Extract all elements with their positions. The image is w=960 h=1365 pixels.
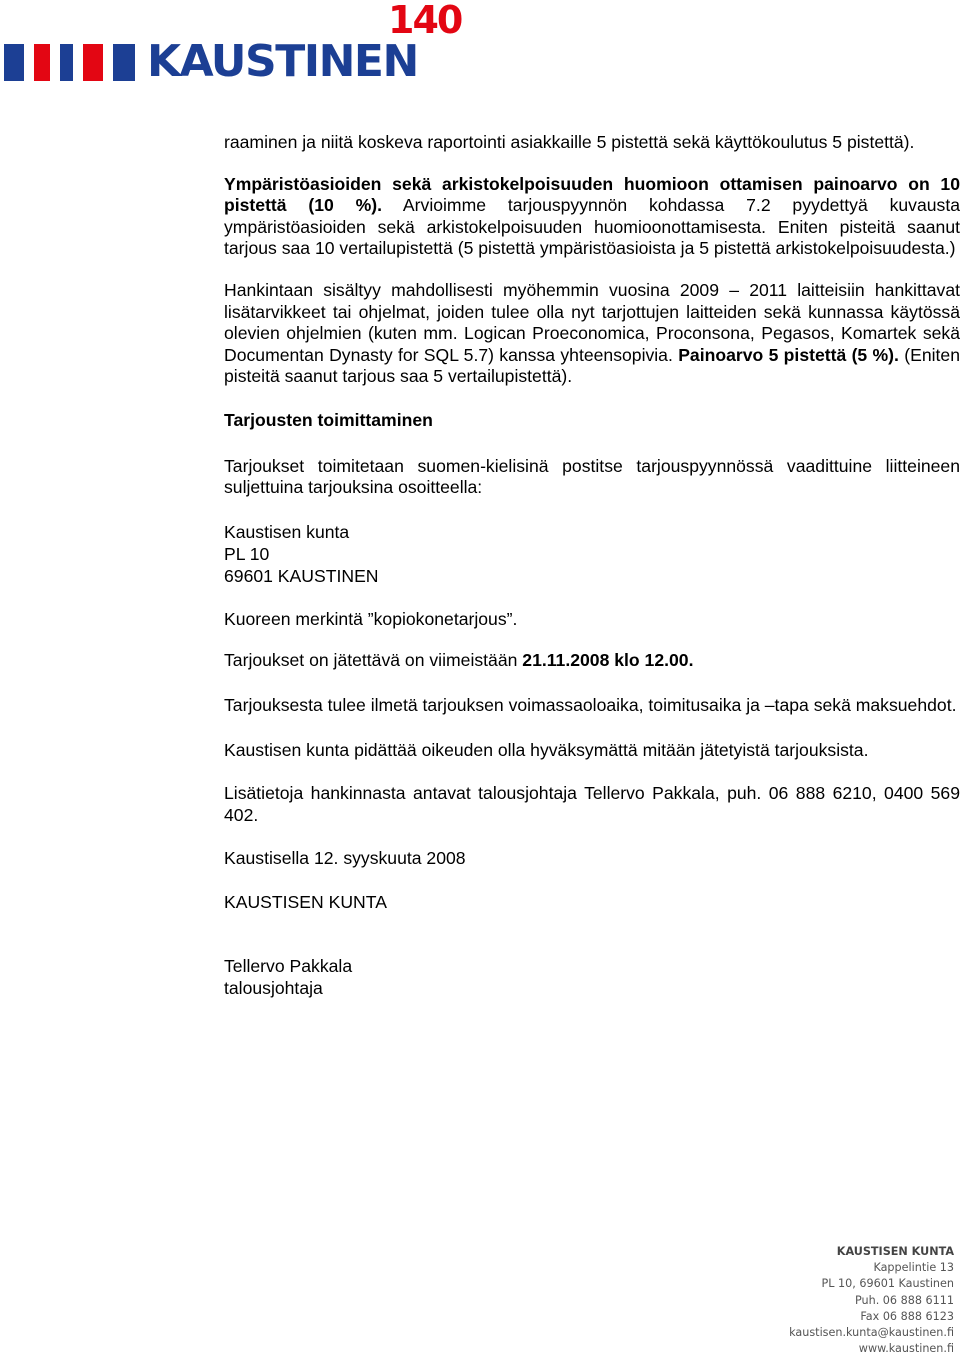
paragraph-date-place: Kaustisella 12. syyskuuta 2008 <box>224 848 466 869</box>
kaustinen-140-logo <box>0 0 480 90</box>
section-heading-delivery: Tarjousten toimittaminen <box>224 409 433 430</box>
compatibility-note: (Eniten pisteitä saanut tarjous saa 5 vertailupistettä). <box>224 344 960 387</box>
address-line-name: Kaustisen kunta <box>224 521 350 542</box>
paragraph-environment-criteria <box>224 174 960 260</box>
environment-weight-bold: Ympäristöasioiden sekä arkistokelpoisuuden huomioon ottamisen painoarvo on 10 pistettä (10 %). <box>224 173 960 216</box>
document-body <box>224 132 960 1000</box>
logo-stripe-red <box>83 44 103 81</box>
logo-anniversary-number: 140 <box>388 0 462 42</box>
paragraph-offer-requirements: Tarjouksesta tulee ilmetä tarjouksen voimassaoloaika, toimitusaika ja –tapa sekä maksuehdot. <box>224 694 957 715</box>
address-line-pobox: PL 10 <box>224 543 270 564</box>
footer-organization-name: KAUSTISEN KUNTA <box>836 1245 954 1258</box>
footer-fax: Fax 06 888 6123 <box>860 1309 954 1323</box>
footer-contact-block <box>754 1244 954 1357</box>
signature-block <box>224 956 960 999</box>
paragraph-organization: KAUSTISEN KUNTA <box>224 891 387 912</box>
deadline-text: Tarjoukset on jätettävä on viimeistään <box>224 650 523 671</box>
paragraph-deadline <box>224 650 960 672</box>
compatibility-description: Hankintaan sisältyy mahdollisesti myöhemmin vuosina 2009 – 2011 laitteisiin hankittavat lisätarvikkeet tai ohjelmat, joiden tulee olla nyt tarjottujen laitteiden sekä kunnassa käytössä olevien ohjelmien (kuten mm. Logican Proeconomica, Proconsona, Pegasos, Komartek sekä Documentan Dynasty for SQL 5.7) kanssa yhteensopivia. <box>224 279 960 365</box>
delivery-address <box>224 521 960 587</box>
signer-title: talousjohtaja <box>224 978 323 999</box>
deadline-date-bold: 21.11.2008 klo 12.00. <box>522 650 694 671</box>
paragraph-contact-info: Lisätietoja hankinnasta antavat talousjohtaja Tellervo Pakkala, puh. 06 888 6210, 0400 569 402. <box>224 783 960 825</box>
environment-description: Arvioimme tarjouspyynnön kohdassa 7.2 pyydettyä kuvausta ympäristöasioiden sekä arkistokelpoisuuden huomioonottamisesta. Eniten pisteitä saanut tarjous saa 10 vertailupistettä (5 pistettä ympäristöasioista ja 5 pistettä arkistokelpoisuudesta.) <box>224 195 960 259</box>
paragraph-compatibility-criteria <box>224 280 960 388</box>
footer-postal-address: PL 10, 69601 Kaustinen <box>821 1277 954 1291</box>
footer-website: www.kaustinen.fi <box>858 1342 954 1356</box>
footer-phone: Puh. 06 888 6111 <box>854 1293 954 1307</box>
logo-stripe-blue <box>113 44 135 81</box>
logo-wordmark: KAUSTINEN <box>147 36 418 87</box>
paragraph-rights-reserved: Kaustisen kunta pidättää oikeuden olla hyväksymättä mitään jätetyistä tarjouksista. <box>224 739 869 760</box>
footer-email: kaustisen.kunta@kaustinen.fi <box>789 1326 954 1340</box>
logo-stripe-blue <box>4 44 24 81</box>
compatibility-weight-bold: Painoarvo 5 pistettä (5 %). <box>678 344 899 365</box>
signer-name: Tellervo Pakkala <box>224 956 353 977</box>
paragraph-training-points: raaminen ja niitä koskeva raportointi asiakkaille 5 pistettä sekä käyttökoulutus 5 pistettä). <box>224 132 915 152</box>
paragraph-delivery-instructions: Tarjoukset toimitetaan suomen-kielisinä postitse tarjouspyynnössä vaadittuine liitteineen suljettuina tarjouksina osoitteella: <box>224 455 960 498</box>
paragraph-envelope-marking: Kuoreen merkintä ”kopiokonetarjous”. <box>224 608 518 629</box>
footer-street: Kappelintie 13 <box>873 1261 954 1275</box>
logo-stripe-red <box>34 44 50 81</box>
address-line-postcode: 69601 KAUSTINEN <box>224 565 379 586</box>
logo-stripe-blue <box>60 44 73 81</box>
